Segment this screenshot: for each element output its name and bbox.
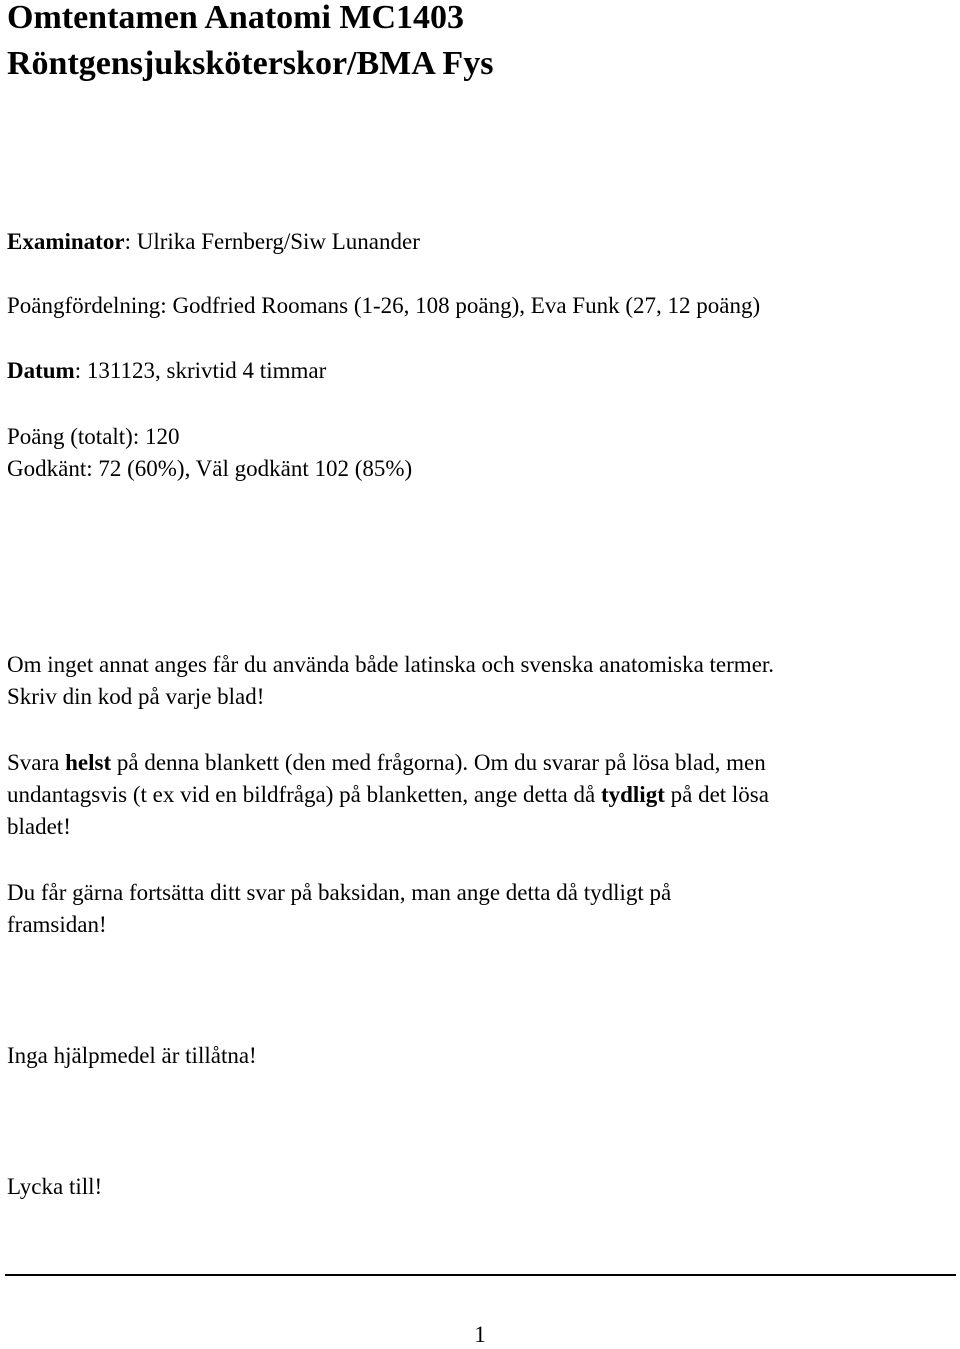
- backside-instruction-line2: framsidan!: [7, 912, 107, 937]
- answer-line2-rest: på det lösa: [664, 782, 769, 807]
- points-distribution: Poängfördelning: Godfried Roomans (1-26, 108 poäng), Eva Funk (27, 12 poäng): [7, 293, 761, 318]
- terms-instruction-line2: Skriv din kod på varje blad!: [7, 684, 265, 709]
- date-label: Datum: [7, 358, 75, 383]
- date-line: [7, 355, 326, 387]
- points-total: Poäng (totalt): 120: [7, 424, 180, 449]
- good-luck: Lycka till!: [7, 1174, 103, 1199]
- answer-line2-bold: tydligt: [600, 782, 665, 807]
- answer-bold: helst: [65, 750, 112, 775]
- answer-instruction-line2: [7, 779, 769, 811]
- date-value: : 131123, skrivtid 4 timmar: [74, 358, 327, 383]
- examiner-line: [7, 226, 420, 258]
- answer-line2-pre: undantagsvis (t ex vid en bildfråga) på blanketten, ange detta då: [7, 782, 601, 807]
- page-title-line1: Omtentamen Anatomi MC1403: [7, 0, 465, 36]
- no-aids-notice: Inga hjälpmedel är tillåtna!: [7, 1043, 257, 1068]
- answer-instruction-line1: [7, 747, 766, 779]
- terms-instruction-line1: Om inget annat anges får du använda både latinska och svenska anatomiska termer.: [7, 652, 775, 677]
- footer-divider: [5, 1274, 956, 1276]
- answer-pre: Svara: [7, 750, 66, 775]
- examiner-label: Examinator: [7, 229, 125, 254]
- answer-instruction-line3: bladet!: [7, 814, 71, 839]
- backside-instruction-line1: Du får gärna fortsätta ditt svar på baksidan, man ange detta då tydligt på: [7, 880, 672, 905]
- page-number: 1: [474, 1322, 486, 1347]
- answer-line1-rest: på denna blankett (den med frågorna). Om du svarar på lösa blad, men: [111, 750, 766, 775]
- pass-levels: Godkänt: 72 (60%), Väl godkänt 102 (85%): [7, 456, 413, 481]
- page-title-line2: Röntgensjuksköterskor/BMA Fys: [7, 45, 494, 82]
- examiner-value: : Ulrika Fernberg/Siw Lunander: [124, 229, 420, 254]
